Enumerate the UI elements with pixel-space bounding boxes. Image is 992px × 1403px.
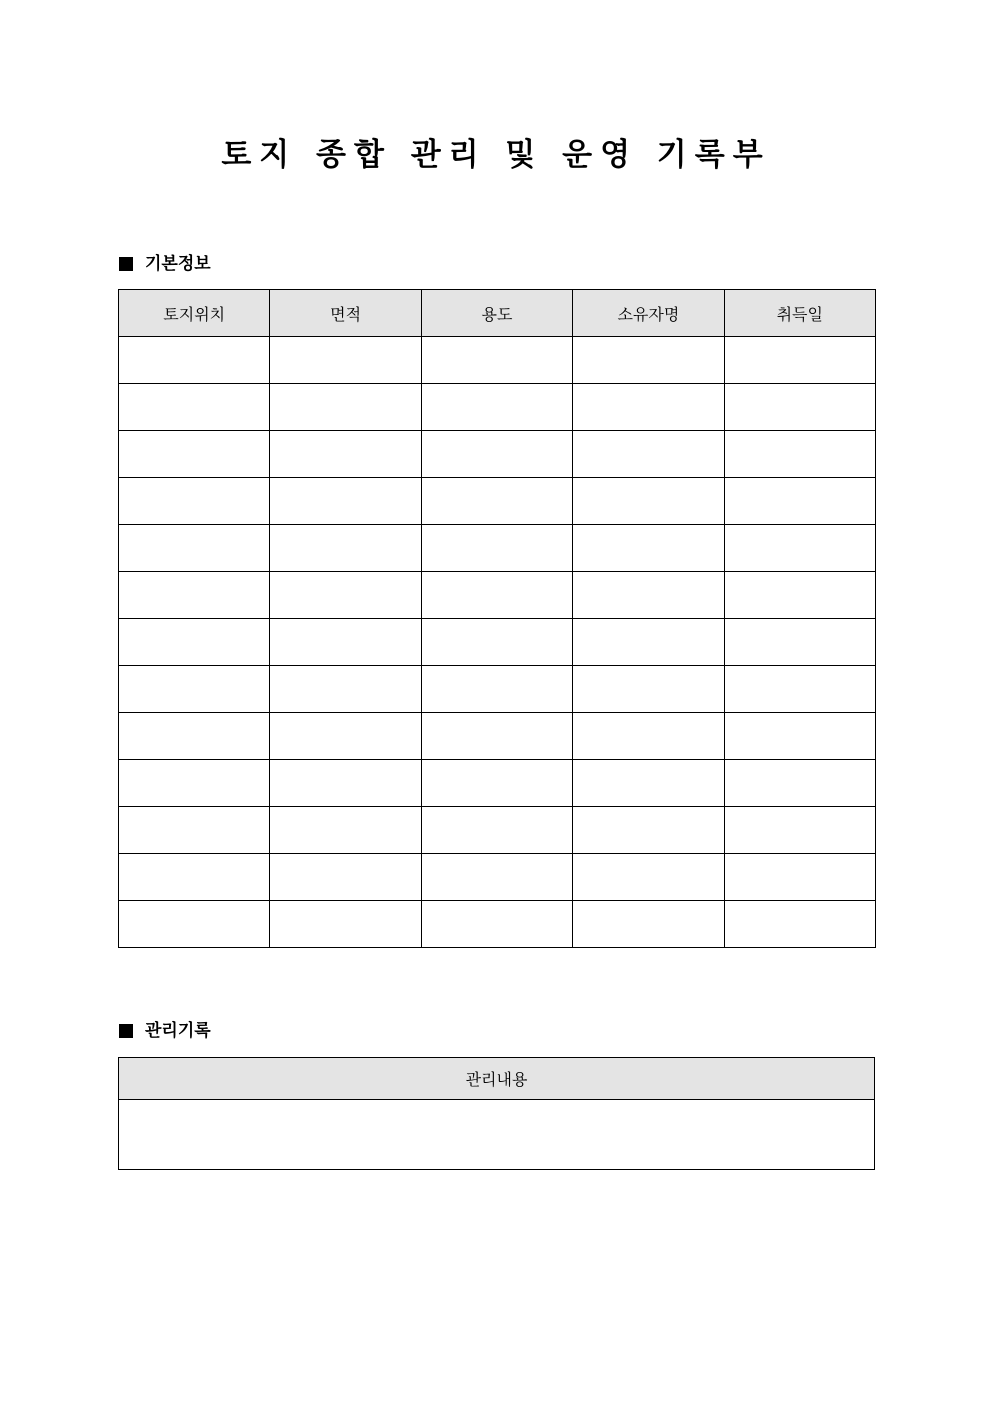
acquired-date-cell[interactable] <box>724 478 875 525</box>
area-cell[interactable] <box>270 572 421 619</box>
usage-cell[interactable] <box>421 337 572 384</box>
management-record-table <box>118 1057 875 1170</box>
usage-cell[interactable] <box>421 854 572 901</box>
owner-cell[interactable] <box>573 572 724 619</box>
column-header-owner: 소유자명 <box>573 290 724 337</box>
acquired-date-cell[interactable] <box>724 807 875 854</box>
location-cell[interactable] <box>119 901 270 948</box>
location-cell[interactable] <box>119 431 270 478</box>
location-cell[interactable] <box>119 619 270 666</box>
location-cell[interactable] <box>119 572 270 619</box>
owner-cell[interactable] <box>573 901 724 948</box>
table-row <box>119 384 876 431</box>
management-record-heading-label: 관리기록 <box>145 1021 211 1041</box>
table-row <box>119 619 876 666</box>
location-cell[interactable] <box>119 525 270 572</box>
table-row <box>119 901 876 948</box>
owner-cell[interactable] <box>573 384 724 431</box>
table-row <box>119 666 876 713</box>
location-cell[interactable] <box>119 337 270 384</box>
acquired-date-cell[interactable] <box>724 713 875 760</box>
basic-info-heading <box>119 252 211 276</box>
area-cell[interactable] <box>270 619 421 666</box>
acquired-date-cell[interactable] <box>724 337 875 384</box>
management-record-heading <box>119 1019 211 1043</box>
area-cell[interactable] <box>270 478 421 525</box>
acquired-date-cell[interactable] <box>724 431 875 478</box>
acquired-date-cell[interactable] <box>724 572 875 619</box>
square-bullet-icon <box>119 1024 133 1038</box>
area-cell[interactable] <box>270 337 421 384</box>
owner-cell[interactable] <box>573 525 724 572</box>
table-row <box>119 525 876 572</box>
owner-cell[interactable] <box>573 478 724 525</box>
usage-cell[interactable] <box>421 478 572 525</box>
acquired-date-cell[interactable] <box>724 384 875 431</box>
usage-cell[interactable] <box>421 619 572 666</box>
acquired-date-cell[interactable] <box>724 619 875 666</box>
acquired-date-cell[interactable] <box>724 854 875 901</box>
location-cell[interactable] <box>119 713 270 760</box>
area-cell[interactable] <box>270 384 421 431</box>
owner-cell[interactable] <box>573 619 724 666</box>
area-cell[interactable] <box>270 854 421 901</box>
usage-cell[interactable] <box>421 525 572 572</box>
square-bullet-icon <box>119 257 133 271</box>
table-row <box>119 1100 875 1170</box>
owner-cell[interactable] <box>573 431 724 478</box>
usage-cell[interactable] <box>421 666 572 713</box>
basic-info-header-row <box>119 290 876 337</box>
column-header-usage: 용도 <box>421 290 572 337</box>
usage-cell[interactable] <box>421 807 572 854</box>
area-cell[interactable] <box>270 901 421 948</box>
owner-cell[interactable] <box>573 713 724 760</box>
area-cell[interactable] <box>270 760 421 807</box>
acquired-date-cell[interactable] <box>724 666 875 713</box>
table-row <box>119 807 876 854</box>
location-cell[interactable] <box>119 854 270 901</box>
acquired-date-cell[interactable] <box>724 760 875 807</box>
usage-cell[interactable] <box>421 384 572 431</box>
basic-info-heading-label: 기본정보 <box>145 254 211 274</box>
document-title: 토지 종합 관리 및 운영 기록부 <box>221 137 771 173</box>
usage-cell[interactable] <box>421 713 572 760</box>
usage-cell[interactable] <box>421 901 572 948</box>
owner-cell[interactable] <box>573 854 724 901</box>
location-cell[interactable] <box>119 666 270 713</box>
area-cell[interactable] <box>270 431 421 478</box>
table-row <box>119 572 876 619</box>
owner-cell[interactable] <box>573 666 724 713</box>
area-cell[interactable] <box>270 713 421 760</box>
usage-cell[interactable] <box>421 431 572 478</box>
management-record-header-row <box>119 1058 875 1100</box>
column-header-area: 면적 <box>270 290 421 337</box>
column-header-acquired-date: 취득일 <box>724 290 875 337</box>
column-header-management-content: 관리내용 <box>119 1058 875 1100</box>
column-header-location: 토지위치 <box>119 290 270 337</box>
owner-cell[interactable] <box>573 760 724 807</box>
table-row <box>119 713 876 760</box>
location-cell[interactable] <box>119 760 270 807</box>
owner-cell[interactable] <box>573 337 724 384</box>
acquired-date-cell[interactable] <box>724 525 875 572</box>
table-row <box>119 431 876 478</box>
acquired-date-cell[interactable] <box>724 901 875 948</box>
usage-cell[interactable] <box>421 760 572 807</box>
location-cell[interactable] <box>119 384 270 431</box>
table-row <box>119 478 876 525</box>
management-content-cell[interactable] <box>119 1100 875 1170</box>
usage-cell[interactable] <box>421 572 572 619</box>
area-cell[interactable] <box>270 525 421 572</box>
table-row <box>119 854 876 901</box>
basic-info-table <box>118 289 876 948</box>
location-cell[interactable] <box>119 807 270 854</box>
area-cell[interactable] <box>270 807 421 854</box>
table-row <box>119 760 876 807</box>
area-cell[interactable] <box>270 666 421 713</box>
location-cell[interactable] <box>119 478 270 525</box>
table-row <box>119 337 876 384</box>
owner-cell[interactable] <box>573 807 724 854</box>
